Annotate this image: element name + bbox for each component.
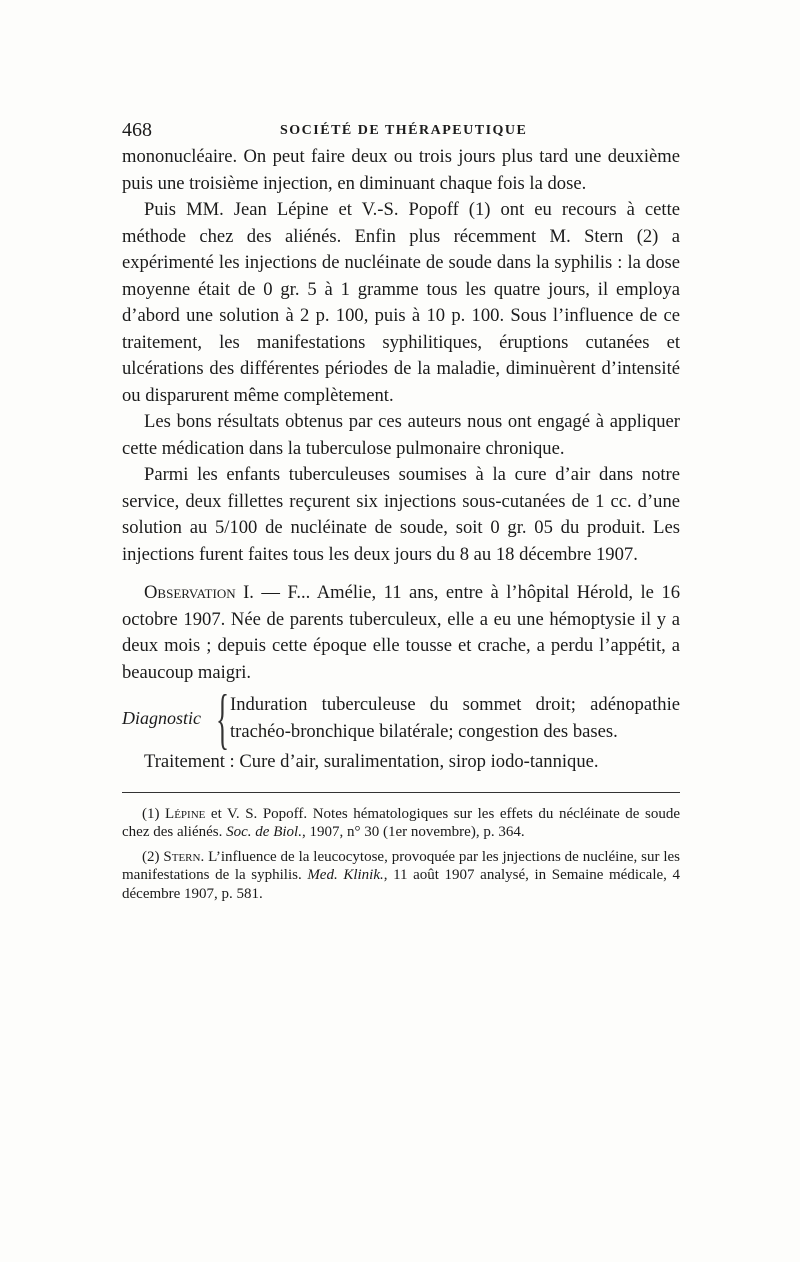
footnote [122, 805, 680, 842]
paragraph: Parmi les enfants tuberculeuses soumises à la cure d’air dans notre service, deux fillettes reçurent six injections sous-cutanées de 1 cc. d’une solution au 5/100 de nucléinate de soude, soit 0 gr. 05 du produit. Les injections furent faites tous les deux jours du 8 au 18 décembre 1907. [122, 464, 680, 565]
paragraph: mononucléaire. On peut faire deux ou trois jours plus tard une deuxième puis une troisième injection, en diminuant chaque fois la dose. [122, 146, 680, 194]
footnote-text: . L’influence de la leucocytose, provoquée par les jnjections de nucléine, sur les manifestations de la syphilis. [122, 848, 681, 884]
footnote-divider [122, 792, 680, 793]
footnotes [122, 805, 680, 904]
footnote-tail: , 11 août 1907 analysé, in Semaine médicale, 4 décembre 1907, p. 581. [122, 867, 680, 902]
diagnostic-text: Induration tuberculeuse du sommet droit; adénopathie trachéo-bronchique bilatérale; congestion des bases. [230, 694, 680, 742]
diagnostic-block [122, 680, 680, 756]
brace-icon: { [216, 680, 230, 756]
paragraph: Puis MM. Jean Lépine et V.-S. Popoff (1) ont eu recours à cette méthode chez des aliénés. Enfin plus récemment M. Stern (2) a expérimenté les injections de nucléinate de soude dans la syphilis : la dose moyenne était de 0 gr. 5 à 1 gramme tous les quatre jours, il employa d’abord une solution à 2 p. 100, puis à 10 p. 100. Sous l’influence de ce traitement, les manifestations syphilitiques, éruptions cutanées et ulcérations des différentes périodes de la maladie, diminuèrent d’intensité ou disparurent même complètement. [122, 199, 680, 406]
footnote [122, 848, 680, 904]
observation-label: Observation I. [144, 582, 254, 603]
footnote-tail: , 1907, n° 30 (1er novembre), p. 364. [301, 824, 525, 841]
footnote-text: et V. S. Popoff. Notes hématologiques sur les effets du nécléinate de soude chez des aliénés. [122, 805, 681, 841]
footnote-marker: (1) [142, 805, 160, 822]
footnote-source: Soc. de Biol. [226, 824, 302, 841]
page-number: 468 [122, 119, 152, 141]
footnote-source: Med. Klinik. [307, 867, 384, 884]
paragraph: Les bons résultats obtenus par ces auteurs nous ont engagé à appliquer cette médication dans la tuberculose pulmonaire chronique. [122, 411, 680, 459]
page-header [122, 110, 680, 144]
footnote-author: Lépine [165, 805, 206, 822]
body-text [122, 144, 680, 776]
footnote-author: Stern [163, 848, 201, 865]
footnote-marker: (2) [142, 848, 160, 865]
diagnostic-label: Diagnostic [122, 708, 201, 729]
page [122, 110, 680, 909]
running-title: SOCIÉTÉ DE THÉRAPEUTIQUE [280, 123, 528, 138]
observation-text: — F... Amélie, 11 ans, entre à l’hôpital Hérold, le 16 octobre 1907. Née de parents tuberculeux, elle a eu une hémoptysie il y a deux mois ; depuis cette époque elle tousse et crache, a perdu l’appétit, a beaucoup maigri. [122, 582, 680, 683]
observation-paragraph [122, 580, 680, 686]
treatment-paragraph: Traitement : Cure d’air, suralimentation, sirop iodo-tannique. [144, 751, 599, 773]
